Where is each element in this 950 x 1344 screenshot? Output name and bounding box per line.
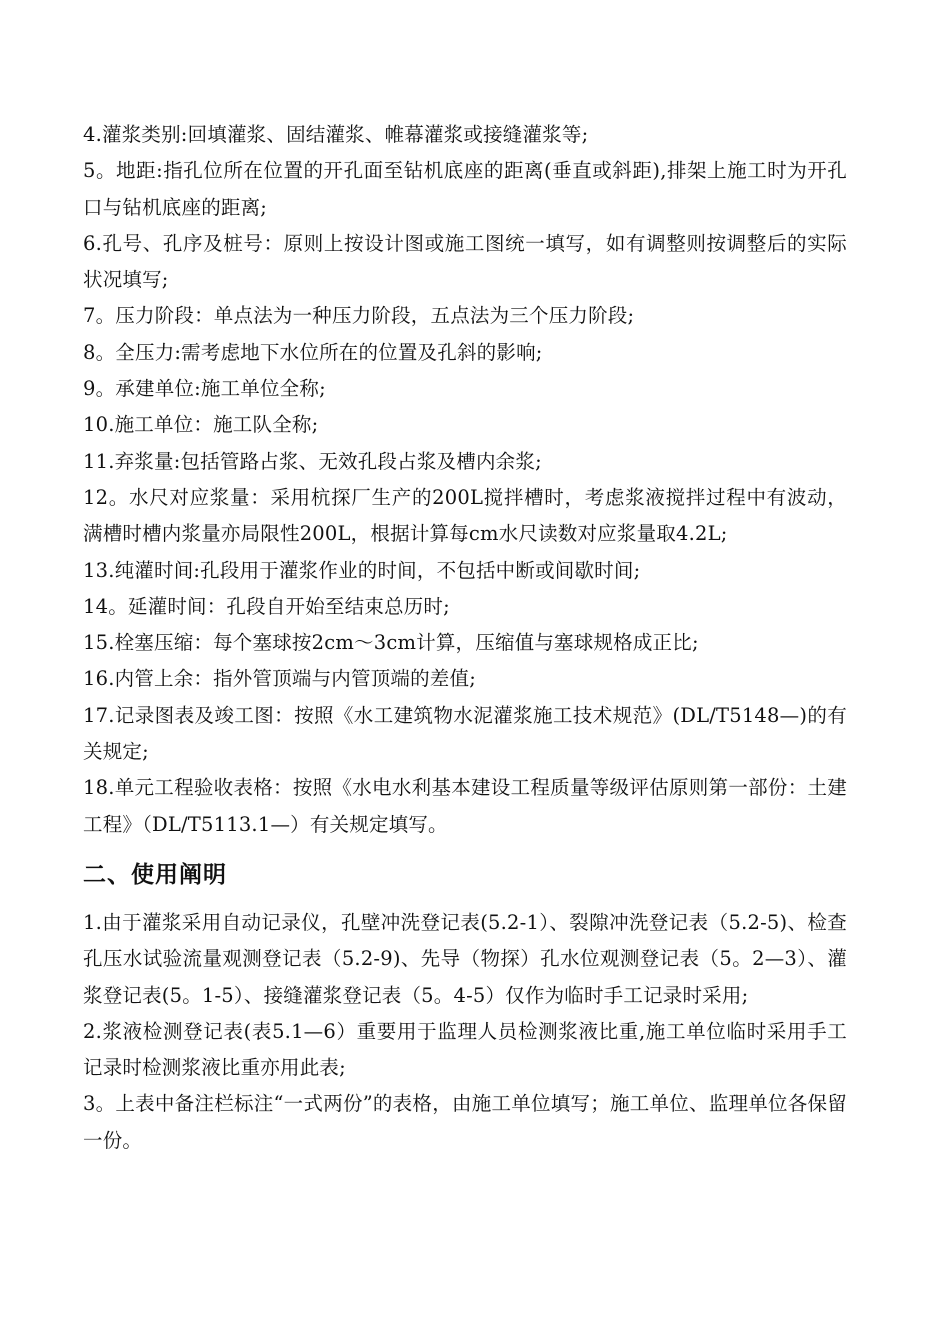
usage-item-3: 3。上表中备注栏标注“一式两份”的表格，由施工单位填写；施工单位、监理单位各保留一份。 (83, 1092, 847, 1152)
usage-item-2: 2.浆液检测登记表(表5.1—6）重要用于监理人员检测浆液比重,施工单位临时采用手工记录时检测浆液比重亦用此表; (83, 1019, 847, 1080)
note-item-14: 14。延灌时间：孔段自开始至结束总历时; (83, 594, 450, 618)
note-item-4: 4.灌浆类别:回填灌浆、固结灌浆、帷幕灌浆或接缝灌浆等; (83, 123, 589, 146)
note-item-7: 7。压力阶段：单点法为一种压力阶段，五点法为三个压力阶段; (83, 304, 635, 328)
note-item-16: 16.内管上余：指外管顶端与内管顶端的差值; (83, 667, 476, 691)
note-item-5: 5。地距:指孔位所在位置的开孔面至钻机底座的距离(垂直或斜距),排架上施工时为开孔口与钻机底座的距离; (83, 159, 847, 219)
document-body (83, 117, 847, 1159)
note-item-9: 9。承建单位:施工单位全称; (83, 377, 326, 401)
note-item-11: 11.弃浆量:包括管路占浆、无效孔段占浆及槽内余浆; (83, 449, 542, 473)
note-item-17: 17.记录图表及竣工图：按照《水工建筑物水泥灌浆施工技术规范》(DL/T5148—)的有关规定; (83, 703, 847, 764)
note-item-8: 8。全压力:需考虑地下水位所在的位置及孔斜的影响; (83, 340, 543, 364)
note-item-18: 18.单元工程验收表格：按照《水电水利基本建设工程质量等级评估原则第一部份：土建工程》（DL/T5113.1—）有关规定填写。 (83, 776, 847, 836)
note-item-10: 10.施工单位：施工队全称; (83, 413, 319, 437)
note-item-13: 13.纯灌时间:孔段用于灌浆作业的时间，不包括中断或间歇时间; (83, 558, 641, 582)
section-heading: 二、使用阐明 (83, 861, 227, 888)
note-item-15: 15.栓塞压缩：每个塞球按2cm～3cm计算，压缩值与塞球规格成正比; (83, 631, 699, 655)
note-item-12: 12。水尺对应浆量：采用杭探厂生产的200L搅拌槽时，考虑浆液搅拌过程中有波动，满槽时槽内浆量亦局限性200L，根据计算每cm水尺读数对应浆量取4.2L; (83, 485, 847, 546)
note-item-6: 6.孔号、孔序及桩号：原则上按设计图或施工图统一填写，如有调整则按调整后的实际状况填写; (83, 231, 847, 292)
usage-item-1: 1.由于灌浆采用自动记录仪，孔壁冲洗登记表(5.2-1）、裂隙冲洗登记表（5.2-5)、检查孔压水试验流量观测登记表（5.2-9)、先导（物探）孔水位观测登记表（5。2—3）、灌浆登记表(5。1-5）、接缝灌浆登记表（5。4-5）仅作为临时手工记录时采用; (83, 910, 847, 1007)
